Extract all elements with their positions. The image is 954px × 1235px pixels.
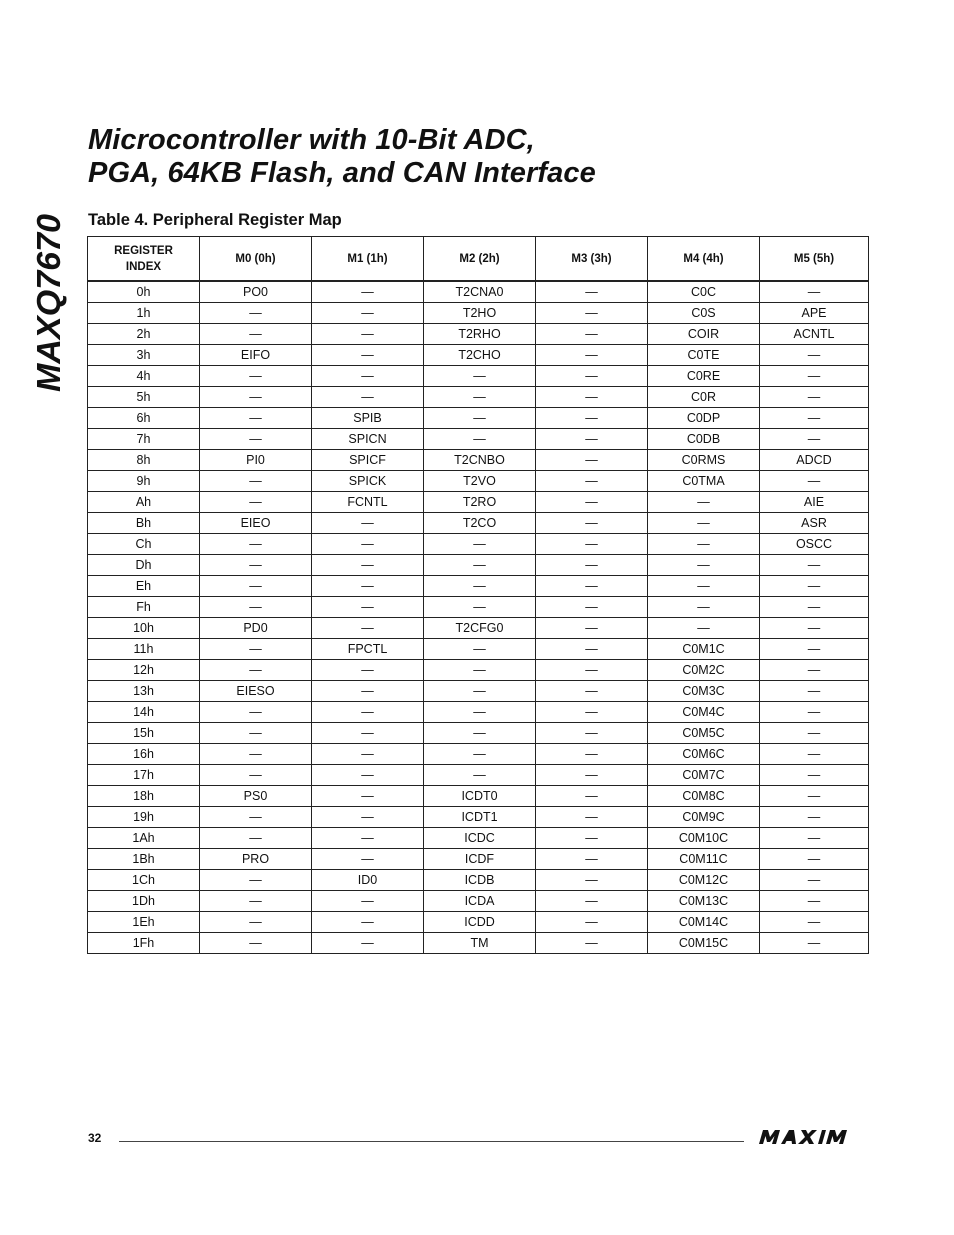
- register-name-cell: APE: [760, 303, 869, 324]
- register-name-cell: —: [760, 786, 869, 807]
- table-row: [88, 870, 869, 891]
- register-name-cell: —: [200, 576, 312, 597]
- register-name-cell: —: [536, 891, 648, 912]
- register-name-cell: ICDC: [424, 828, 536, 849]
- register-name-cell: —: [312, 744, 424, 765]
- register-name-cell: —: [760, 281, 869, 303]
- register-name-cell: —: [536, 912, 648, 933]
- register-index-cell: 0h: [88, 281, 200, 303]
- register-name-cell: —: [200, 387, 312, 408]
- register-name-cell: —: [312, 849, 424, 870]
- register-name-cell: FCNTL: [312, 492, 424, 513]
- register-name-cell: T2CFG0: [424, 618, 536, 639]
- register-index-cell: 7h: [88, 429, 200, 450]
- register-name-cell: C0DP: [648, 408, 760, 429]
- header-module-6: M5 (5h): [760, 237, 869, 282]
- register-name-cell: —: [760, 471, 869, 492]
- register-name-cell: —: [312, 681, 424, 702]
- register-name-cell: —: [536, 786, 648, 807]
- register-name-cell: T2CO: [424, 513, 536, 534]
- register-name-cell: ACNTL: [760, 324, 869, 345]
- register-name-cell: —: [312, 807, 424, 828]
- register-name-cell: —: [312, 576, 424, 597]
- register-name-cell: —: [536, 933, 648, 954]
- register-name-cell: C0M14C: [648, 912, 760, 933]
- table-row: [88, 576, 869, 597]
- register-name-cell: —: [312, 303, 424, 324]
- register-name-cell: —: [536, 723, 648, 744]
- register-name-cell: —: [200, 408, 312, 429]
- register-name-cell: —: [200, 303, 312, 324]
- register-name-cell: —: [200, 891, 312, 912]
- register-name-cell: C0C: [648, 281, 760, 303]
- register-name-cell: —: [200, 492, 312, 513]
- register-name-cell: —: [536, 618, 648, 639]
- register-name-cell: —: [536, 639, 648, 660]
- register-name-cell: C0M2C: [648, 660, 760, 681]
- register-name-cell: —: [536, 576, 648, 597]
- table-row: [88, 555, 869, 576]
- register-name-cell: —: [200, 429, 312, 450]
- register-name-cell: T2VO: [424, 471, 536, 492]
- register-name-cell: —: [312, 702, 424, 723]
- register-name-cell: —: [200, 555, 312, 576]
- register-name-cell: —: [536, 513, 648, 534]
- table-row: [88, 513, 869, 534]
- register-index-cell: Eh: [88, 576, 200, 597]
- register-index-cell: 4h: [88, 366, 200, 387]
- table-row: [88, 366, 869, 387]
- register-index-cell: 12h: [88, 660, 200, 681]
- register-name-cell: —: [200, 702, 312, 723]
- register-name-cell: —: [424, 597, 536, 618]
- table-row: [88, 534, 869, 555]
- table-row: [88, 702, 869, 723]
- register-index-cell: 6h: [88, 408, 200, 429]
- register-name-cell: —: [312, 933, 424, 954]
- register-index-cell: 1Ch: [88, 870, 200, 891]
- register-name-cell: —: [536, 281, 648, 303]
- register-index-cell: Dh: [88, 555, 200, 576]
- register-name-cell: OSCC: [760, 534, 869, 555]
- register-name-cell: —: [648, 555, 760, 576]
- register-name-cell: —: [312, 765, 424, 786]
- register-name-cell: —: [312, 324, 424, 345]
- register-name-cell: ICDD: [424, 912, 536, 933]
- register-name-cell: —: [424, 702, 536, 723]
- table-caption: Table 4. Peripheral Register Map: [88, 211, 342, 229]
- table-row: [88, 681, 869, 702]
- table-row: [88, 450, 869, 471]
- table-row: [88, 933, 869, 954]
- register-name-cell: —: [536, 471, 648, 492]
- table-row: [88, 786, 869, 807]
- register-name-cell: —: [424, 660, 536, 681]
- register-name-cell: —: [424, 366, 536, 387]
- register-name-cell: C0M10C: [648, 828, 760, 849]
- register-name-cell: C0M9C: [648, 807, 760, 828]
- register-index-cell: 9h: [88, 471, 200, 492]
- register-name-cell: —: [200, 324, 312, 345]
- register-name-cell: —: [424, 576, 536, 597]
- register-name-cell: EIFO: [200, 345, 312, 366]
- table-body: [88, 281, 869, 954]
- register-name-cell: ICDA: [424, 891, 536, 912]
- register-name-cell: ASR: [760, 513, 869, 534]
- register-name-cell: EIEO: [200, 513, 312, 534]
- register-name-cell: —: [536, 555, 648, 576]
- register-name-cell: —: [312, 534, 424, 555]
- table-row: [88, 891, 869, 912]
- register-name-cell: —: [536, 387, 648, 408]
- register-name-cell: EIESO: [200, 681, 312, 702]
- register-name-cell: —: [536, 660, 648, 681]
- register-name-cell: —: [200, 660, 312, 681]
- register-name-cell: —: [312, 555, 424, 576]
- register-name-cell: C0M4C: [648, 702, 760, 723]
- register-name-cell: —: [536, 807, 648, 828]
- register-name-cell: C0M11C: [648, 849, 760, 870]
- register-name-cell: —: [536, 303, 648, 324]
- register-name-cell: C0TE: [648, 345, 760, 366]
- register-name-cell: COIR: [648, 324, 760, 345]
- register-name-cell: —: [200, 765, 312, 786]
- register-name-cell: —: [200, 597, 312, 618]
- register-index-cell: 1Fh: [88, 933, 200, 954]
- register-index-cell: 13h: [88, 681, 200, 702]
- register-name-cell: PS0: [200, 786, 312, 807]
- register-name-cell: —: [648, 534, 760, 555]
- register-name-cell: —: [536, 408, 648, 429]
- register-name-cell: —: [200, 366, 312, 387]
- register-index-cell: 16h: [88, 744, 200, 765]
- register-name-cell: ID0: [312, 870, 424, 891]
- header-module-3: M2 (2h): [424, 237, 536, 282]
- header-module-4: M3 (3h): [536, 237, 648, 282]
- register-name-cell: T2CNA0: [424, 281, 536, 303]
- register-name-cell: PI0: [200, 450, 312, 471]
- register-name-cell: T2RHO: [424, 324, 536, 345]
- register-name-cell: —: [200, 471, 312, 492]
- register-name-cell: —: [536, 744, 648, 765]
- register-name-cell: SPICK: [312, 471, 424, 492]
- register-name-cell: C0M8C: [648, 786, 760, 807]
- register-name-cell: —: [312, 660, 424, 681]
- side-part-number-text: MAXQ7670: [30, 219, 67, 392]
- register-name-cell: ICDT1: [424, 807, 536, 828]
- register-name-cell: —: [424, 639, 536, 660]
- register-name-cell: T2CHO: [424, 345, 536, 366]
- register-name-cell: SPICN: [312, 429, 424, 450]
- register-name-cell: C0M6C: [648, 744, 760, 765]
- register-name-cell: —: [424, 429, 536, 450]
- register-index-cell: 2h: [88, 324, 200, 345]
- register-name-cell: C0M7C: [648, 765, 760, 786]
- register-index-cell: 1Eh: [88, 912, 200, 933]
- register-name-cell: T2CNBO: [424, 450, 536, 471]
- table-row: [88, 408, 869, 429]
- table-row: [88, 849, 869, 870]
- register-name-cell: —: [536, 324, 648, 345]
- register-name-cell: —: [424, 408, 536, 429]
- register-name-cell: —: [200, 870, 312, 891]
- register-name-cell: SPICF: [312, 450, 424, 471]
- register-name-cell: —: [312, 345, 424, 366]
- register-name-cell: —: [760, 660, 869, 681]
- table-row: [88, 429, 869, 450]
- register-name-cell: —: [536, 366, 648, 387]
- table-row: [88, 597, 869, 618]
- register-name-cell: —: [648, 618, 760, 639]
- register-index-cell: Fh: [88, 597, 200, 618]
- document-title: [88, 124, 596, 190]
- register-name-cell: —: [200, 933, 312, 954]
- register-name-cell: —: [312, 513, 424, 534]
- register-index-cell: Ch: [88, 534, 200, 555]
- register-name-cell: —: [760, 387, 869, 408]
- table-row: [88, 744, 869, 765]
- register-name-cell: —: [312, 723, 424, 744]
- register-name-cell: —: [760, 933, 869, 954]
- register-name-cell: —: [760, 744, 869, 765]
- register-name-cell: —: [424, 744, 536, 765]
- register-name-cell: ICDF: [424, 849, 536, 870]
- register-name-cell: C0M15C: [648, 933, 760, 954]
- register-name-cell: —: [536, 345, 648, 366]
- register-name-cell: —: [536, 849, 648, 870]
- register-name-cell: —: [424, 534, 536, 555]
- peripheral-register-table: [87, 236, 869, 954]
- table-row: [88, 618, 869, 639]
- register-name-cell: —: [760, 807, 869, 828]
- register-name-cell: —: [760, 597, 869, 618]
- register-name-cell: PO0: [200, 281, 312, 303]
- table-row: [88, 303, 869, 324]
- register-name-cell: AIE: [760, 492, 869, 513]
- header-register-index: REGISTER INDEX: [88, 237, 200, 282]
- table-row: [88, 324, 869, 345]
- register-index-cell: 17h: [88, 765, 200, 786]
- register-name-cell: —: [536, 765, 648, 786]
- register-name-cell: T2RO: [424, 492, 536, 513]
- register-name-cell: C0M13C: [648, 891, 760, 912]
- register-name-cell: —: [648, 513, 760, 534]
- register-index-cell: 1Bh: [88, 849, 200, 870]
- register-name-cell: —: [536, 828, 648, 849]
- maxim-logo-icon: [756, 1129, 864, 1145]
- register-name-cell: —: [760, 429, 869, 450]
- table-row: [88, 639, 869, 660]
- header-module-1: M0 (0h): [200, 237, 312, 282]
- register-name-cell: —: [760, 576, 869, 597]
- table-row: [88, 471, 869, 492]
- register-name-cell: —: [312, 366, 424, 387]
- register-name-cell: —: [424, 765, 536, 786]
- register-index-cell: Ah: [88, 492, 200, 513]
- register-name-cell: —: [536, 702, 648, 723]
- register-name-cell: PRO: [200, 849, 312, 870]
- register-name-cell: —: [312, 828, 424, 849]
- header-module-5: M4 (4h): [648, 237, 760, 282]
- register-name-cell: —: [760, 723, 869, 744]
- register-name-cell: —: [200, 639, 312, 660]
- register-index-cell: 14h: [88, 702, 200, 723]
- register-name-cell: —: [760, 849, 869, 870]
- register-name-cell: —: [536, 429, 648, 450]
- register-name-cell: —: [312, 912, 424, 933]
- register-name-cell: —: [536, 597, 648, 618]
- register-index-cell: 18h: [88, 786, 200, 807]
- register-name-cell: C0TMA: [648, 471, 760, 492]
- register-index-cell: 3h: [88, 345, 200, 366]
- register-name-cell: —: [424, 723, 536, 744]
- register-index-cell: 1Dh: [88, 891, 200, 912]
- register-name-cell: C0M1C: [648, 639, 760, 660]
- table-row: [88, 345, 869, 366]
- register-name-cell: —: [648, 597, 760, 618]
- table-header-row: [88, 237, 869, 282]
- register-name-cell: —: [536, 870, 648, 891]
- register-name-cell: —: [760, 639, 869, 660]
- register-name-cell: C0M5C: [648, 723, 760, 744]
- register-index-cell: 5h: [88, 387, 200, 408]
- title-line-1: Microcontroller with 10-Bit ADC,: [88, 124, 535, 156]
- register-name-cell: C0R: [648, 387, 760, 408]
- register-name-cell: —: [760, 765, 869, 786]
- register-name-cell: —: [648, 492, 760, 513]
- register-name-cell: —: [536, 534, 648, 555]
- register-name-cell: —: [200, 828, 312, 849]
- register-index-cell: Bh: [88, 513, 200, 534]
- register-name-cell: —: [312, 387, 424, 408]
- register-name-cell: —: [760, 555, 869, 576]
- register-name-cell: —: [424, 681, 536, 702]
- table-row: [88, 281, 869, 303]
- register-name-cell: SPIB: [312, 408, 424, 429]
- table-row: [88, 723, 869, 744]
- table-row: [88, 660, 869, 681]
- table-row: [88, 387, 869, 408]
- register-name-cell: —: [312, 618, 424, 639]
- register-name-cell: —: [424, 555, 536, 576]
- register-name-cell: ADCD: [760, 450, 869, 471]
- register-name-cell: —: [536, 450, 648, 471]
- footer-rule: [119, 1141, 744, 1142]
- table-row: [88, 492, 869, 513]
- register-index-cell: 11h: [88, 639, 200, 660]
- register-name-cell: —: [312, 891, 424, 912]
- register-name-cell: —: [312, 786, 424, 807]
- register-name-cell: —: [760, 891, 869, 912]
- register-name-cell: C0RE: [648, 366, 760, 387]
- register-name-cell: —: [760, 870, 869, 891]
- table-row: [88, 765, 869, 786]
- register-name-cell: C0RMS: [648, 450, 760, 471]
- register-name-cell: —: [760, 828, 869, 849]
- register-name-cell: —: [200, 744, 312, 765]
- header-module-2: M1 (1h): [312, 237, 424, 282]
- register-index-cell: 10h: [88, 618, 200, 639]
- page-number: 32: [88, 1131, 102, 1145]
- register-index-cell: 1Ah: [88, 828, 200, 849]
- register-name-cell: —: [536, 492, 648, 513]
- register-index-cell: 19h: [88, 807, 200, 828]
- table-row: [88, 807, 869, 828]
- register-name-cell: PD0: [200, 618, 312, 639]
- register-name-cell: ICDB: [424, 870, 536, 891]
- register-name-cell: C0DB: [648, 429, 760, 450]
- register-name-cell: C0M3C: [648, 681, 760, 702]
- register-index-cell: 1h: [88, 303, 200, 324]
- register-name-cell: —: [536, 681, 648, 702]
- register-name-cell: TM: [424, 933, 536, 954]
- register-index-cell: 15h: [88, 723, 200, 744]
- register-name-cell: T2HO: [424, 303, 536, 324]
- register-name-cell: C0S: [648, 303, 760, 324]
- register-name-cell: —: [760, 618, 869, 639]
- title-line-2: PGA, 64KB Flash, and CAN Interface: [88, 157, 596, 189]
- register-name-cell: —: [760, 681, 869, 702]
- register-name-cell: —: [312, 281, 424, 303]
- register-name-cell: —: [200, 807, 312, 828]
- register-name-cell: —: [760, 345, 869, 366]
- table-row: [88, 828, 869, 849]
- register-name-cell: ICDT0: [424, 786, 536, 807]
- register-name-cell: FPCTL: [312, 639, 424, 660]
- register-index-cell: 8h: [88, 450, 200, 471]
- register-name-cell: —: [760, 912, 869, 933]
- register-name-cell: —: [312, 597, 424, 618]
- register-name-cell: —: [760, 366, 869, 387]
- register-name-cell: —: [760, 702, 869, 723]
- register-name-cell: —: [200, 534, 312, 555]
- register-name-cell: —: [200, 912, 312, 933]
- side-part-number: [14, 212, 70, 397]
- register-name-cell: —: [424, 387, 536, 408]
- register-name-cell: —: [760, 408, 869, 429]
- register-name-cell: C0M12C: [648, 870, 760, 891]
- table-row: [88, 912, 869, 933]
- register-name-cell: —: [648, 576, 760, 597]
- register-name-cell: —: [200, 723, 312, 744]
